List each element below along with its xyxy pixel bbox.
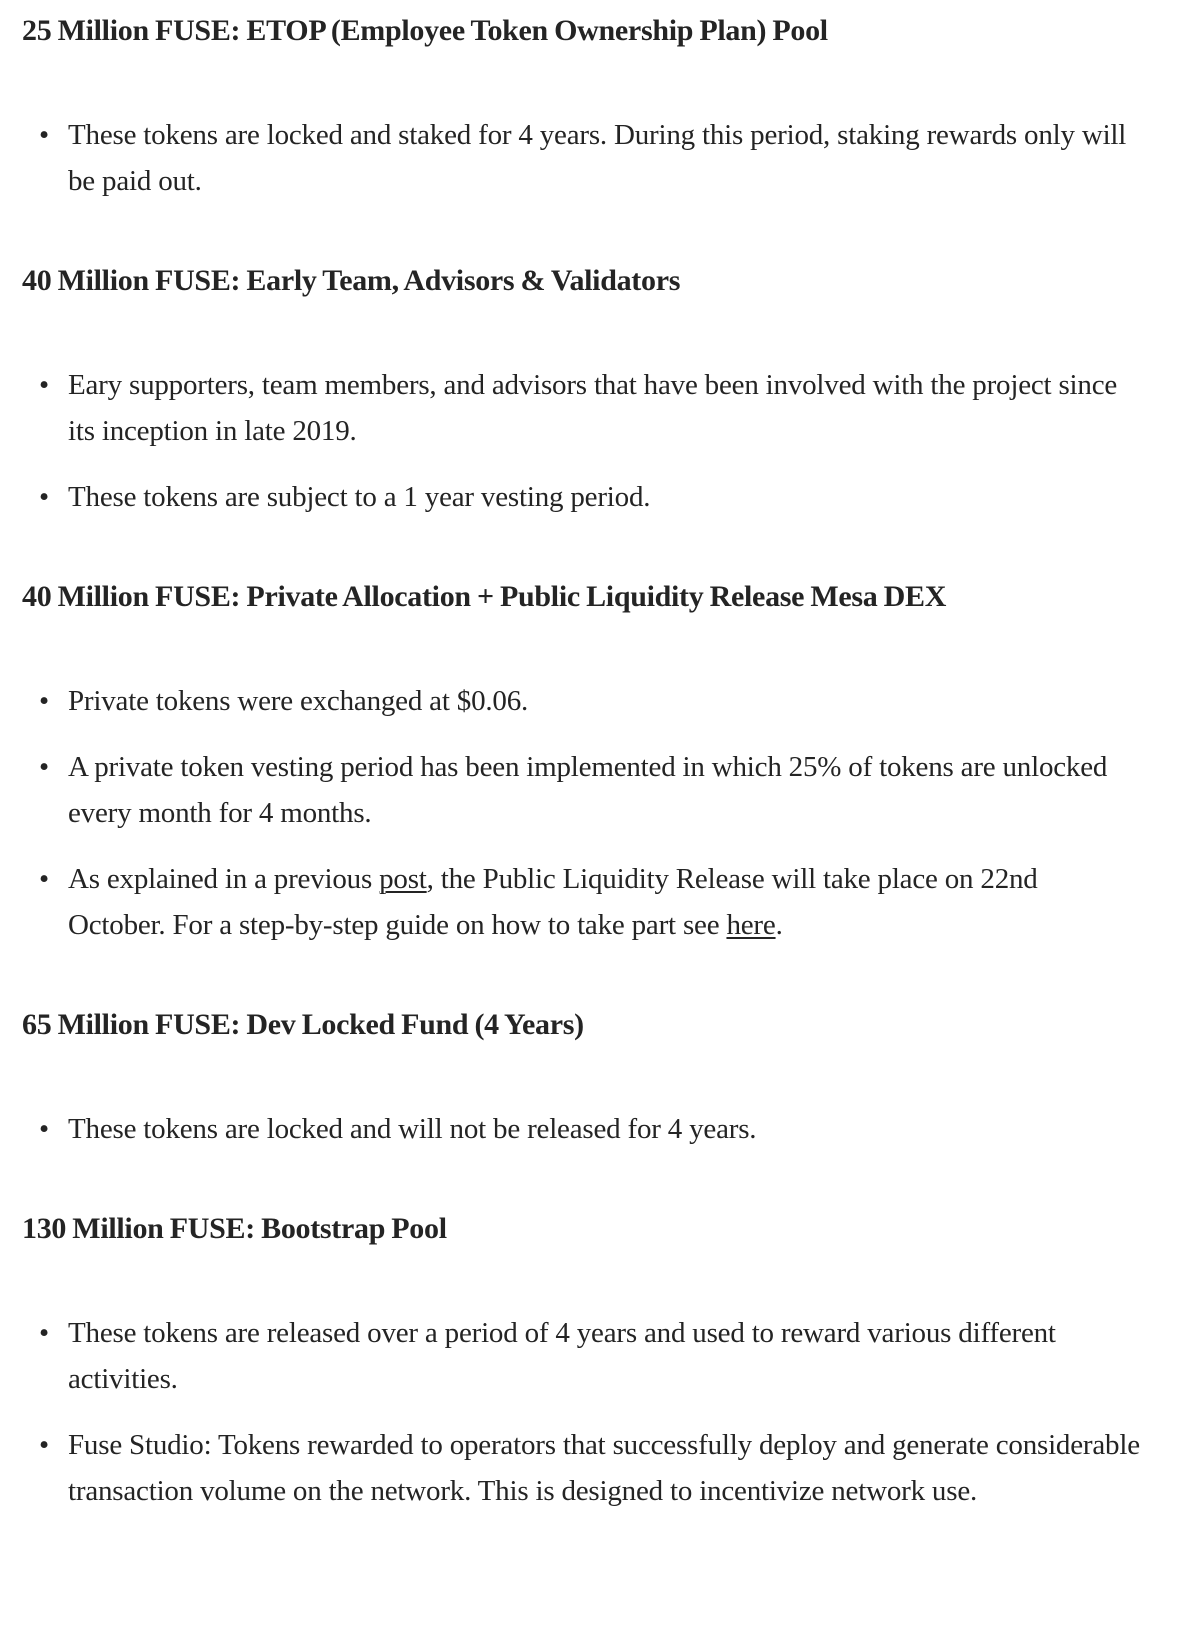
list-item [68, 112, 1140, 204]
section-heading: 40 Million FUSE: Early Team, Advisors & Validators [22, 264, 681, 297]
bullet-text: Private tokens were exchanged at $0.06. [68, 685, 529, 717]
bullet-text: As explained in a previous [68, 863, 380, 895]
section-heading: 130 Million FUSE: Bootstrap Pool [22, 1212, 447, 1245]
bullet-text: , the Public Liquidity Release will take place on 22nd October. For a step-by-step guide on how to take part see [68, 863, 1038, 941]
list-item [68, 362, 1140, 454]
list-item [68, 474, 1140, 520]
bullet-text: These tokens are released over a period of 4 years and used to reward various different activities. [68, 1317, 1056, 1395]
section-heading: 25 Million FUSE: ETOP (Employee Token Ownership Plan) Pool [22, 14, 828, 47]
bullet-list [22, 1310, 1140, 1514]
bullet-list [22, 362, 1140, 520]
bullet-list [22, 112, 1140, 204]
bullet-list [22, 1106, 1140, 1152]
list-item [68, 678, 1140, 724]
bullet-text: These tokens are locked and will not be released for 4 years. [68, 1113, 757, 1145]
list-item [68, 744, 1140, 836]
list-item [68, 1422, 1140, 1514]
list-item [68, 1106, 1140, 1152]
bullet-text: Fuse Studio: Tokens rewarded to operators that successfully deploy and generate considerable transaction volume on the network. This is designed to incentivize network use. [68, 1429, 1140, 1507]
bullet-text: These tokens are subject to a 1 year vesting period. [68, 481, 651, 513]
list-item [68, 856, 1140, 948]
bullet-text: . [775, 909, 783, 941]
post-link[interactable]: post [379, 863, 427, 895]
list-item [68, 1310, 1140, 1402]
section-heading: 65 Million FUSE: Dev Locked Fund (4 Years) [22, 1008, 584, 1041]
bullet-text: These tokens are locked and staked for 4 years. During this period, staking rewards only will be paid out. [68, 119, 1127, 197]
here-link[interactable]: here [726, 909, 776, 941]
bullet-text: Eary supporters, team members, and advisors that have been involved with the project since its inception in late 2019. [68, 369, 1118, 447]
section-heading: 40 Million FUSE: Private Allocation + Public Liquidity Release Mesa DEX [22, 580, 947, 613]
bullet-list [22, 678, 1140, 948]
bullet-text: A private token vesting period has been implemented in which 25% of tokens are unlocked every month for 4 months. [68, 751, 1108, 829]
